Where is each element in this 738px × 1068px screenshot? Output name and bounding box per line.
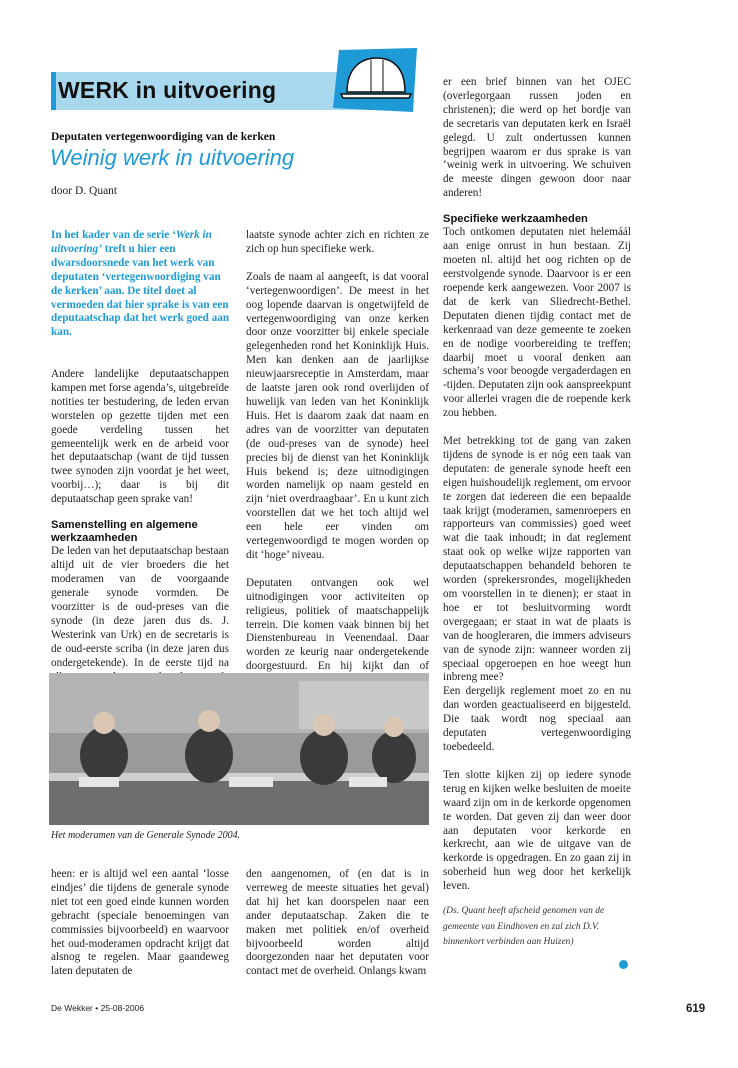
paragraph: Toch ontkomen deputaten niet helemáál aan enige onrust in hun bestaan. Zij moeten nl. altijd het oog richten op de eerstvolgende synode. Daarvoor is er een roepende kerk aangewezen. Voor 2007 is dat de kerk van Sliedrecht-Bethel. Deputaten dienen tijdig contact met de kerkenraad van deze gemeente te zoeken en de nodige voorbereiding te treffen; daarbij moet u vooral denken aan schema’s voor beoogde vergaderdagen en -tijden. Deputaten zijn ook aanspreekpunt voor allerlei vragen die de roepende kerk zou hebben. bbox=[443, 226, 631, 420]
page-number: 619 bbox=[686, 1003, 706, 1015]
paragraph: Ten slotte kijken zij op iedere synode terug en kijken welke besluiten de moeite waard zijn om in de kerkorde opgenomen te worden. Dat geven zij dan weer door aan deputaten voor kerkorde en kerkrecht, aan wie de uitgave van de kerkorde is opgedragen. En zo gaan zij in soberheid hun weg door het kerkelijk leven. bbox=[443, 768, 631, 893]
series-name: ‘Werk in uitvoering’ bbox=[51, 229, 212, 255]
paragraph: Zoals de naam al aangeeft, is dat vooral ‘vertegenwoordigen’. De meest in het oog lopende daarvan is ongetwijfeld de vertegenwoordiging van onze kerken door onze voorzitter bij enkele speciale gelegenheden rond het Koninklijk Huis. Men kan denken aan de jaarlijkse nieuwjaarsreceptie in Amsterdam, maar de laatste jaren ook rond overlijden of huwelijk van leden van het Koninklijk Huis. Het is daarom zaak dat naam en adres van de voorzitter van deputaten (de oud-preses van de synode) heel precies bij de dienst van het Koninklijk Huis bekend is; deze uitnodigingen worden namelijk op naam gesteld en zijn ‘niet overdraagbaar’. En u kunt zich voorstellen dat we het toch altijd wel een hele eer vinden om vertegenwoordigd te mogen worden op dit ‘hoge’ niveau. bbox=[246, 270, 429, 561]
paragraph: er een brief binnen van het OJEC (overlegorgaan russen joden en christenen); die werd op het bordje van de secretaris van deputaten kerk en Israël gelegd. U zult ondertussen kunnen begrijpen waarom er dus sprake is van ‘weinig werk in uitvoering. We schuiven de meeste dingen gewoon door naar anderen! bbox=[443, 76, 631, 200]
article-byline: door D. Quant bbox=[51, 185, 118, 197]
column-1-bottom bbox=[51, 868, 229, 979]
end-mark bbox=[619, 960, 628, 969]
column-1-top bbox=[51, 368, 229, 712]
paragraph: Een dergelijk reglement moet zo en nu dan worden geactualiseerd en bijgesteld. Die taak wordt nog speciaal aan deputaten vertegenwoordiging toebedeeld. bbox=[443, 685, 631, 753]
column-3 bbox=[443, 76, 631, 951]
paragraph: Andere landelijke deputaatschappen kampen met forse agenda’s, uitgebreide notities ter bestudering, de leden ervan worstelen op gezette tijden met een goede verdeling tussen het gemeentelijk werk en de arbeid voor het deputaatschap (want de tijd tussen twee synoden zijn voordat je het weet, voorbij…); daar is bij dit deputaatschap geen sprake van! bbox=[51, 368, 229, 506]
author-note: (Ds. Quant heeft afscheid genomen van de gemeente van Eindhoven en zal zich D.V. binnenkort verbinden aan Huizen) bbox=[443, 906, 605, 948]
paragraph: laatste synode achter zich en richten ze zich op hun specifieke werk. bbox=[246, 229, 429, 255]
paragraph: Deputaten ontvangen ook wel uitnodigingen voor activiteiten op religieus, politiek of maatschappelijk terrein. Die komen vaak binnen bij het Dienstenbureau in Veenendaal. Daar worden ze keurig naar ondergetekende doorgestuurd. En hij kijkt dan of bbox=[246, 576, 429, 673]
section-banner-title: WERK in uitvoering bbox=[58, 77, 277, 103]
article-intro: In het kader van de serie ‘Werk in uitvoering’ treft u hier een dwarsdoorsnede van het werk van deputaten ‘vertegenwoordiging van de kerken’ aan. De titel doet al vermoeden dat hier sprake is van een deputaatschap dat het werk goed aan kan. bbox=[51, 229, 230, 339]
paragraph: Met betrekking tot de gang van zaken tijdens de synode is er nóg een taak van deputaten: de generale synode heeft een eigen huishoudelijk reglement, om ervoor te zorgen dat iedereen die een bepaalde taak krijgt (moderamen, samenroepers en rapporteurs van commissies) goed weet wat die taak inhoudt; in dat reglement staat ook op welke wijze rapporten van deputaatschappen behandeld behoren te worden (sprekersrondes, mogelijkheden om voorstellen in te dienen); er staat in hoe er tot besluitvorming wordt overgegaan; er staat in wat de plaats is van de hoogleraren, die immers adviseurs van de synode zijn: wanneer worden zij speciaal opgeroepen en hoe weegt hun inbreng mee? bbox=[443, 435, 631, 684]
article-headline: Weinig werk in uitvoering bbox=[50, 145, 295, 170]
subheading-specifieke: Specifieke werkzaamheden bbox=[443, 213, 588, 226]
paragraph: heen: er is altijd wel een aantal ‘losse eindjes’ die tijdens de generale synode niet tot een goed einde kunnen worden gebracht (speciale benoemingen van commissies bijvoorbeeld) en waarvoor het oud-moderamen opdracht krijgt dat alsnog te regelen. Maar gaandeweg laten deputaten de bbox=[51, 868, 229, 978]
photo-illustration bbox=[49, 673, 429, 825]
article-kicker: Deputaten vertegenwoordiging van de kerken bbox=[51, 131, 276, 143]
paragraph: den aangenomen, of (en dat is in verreweg de meeste situaties het geval) dat hij het kan doorspelen naar een ander deputaatschap. Zaken die te maken met politiek en/of overheid bijvoorbeeld worden altijd doorgezonden naar het deputaten voor contact met de overheid. Onlangs kwam bbox=[246, 868, 429, 978]
hard-hat-icon bbox=[333, 48, 417, 114]
column-2-bottom bbox=[246, 868, 429, 979]
footer-publication: De Wekker • 25-08-2006 bbox=[51, 1003, 145, 1013]
photo-caption: Het moderamen van de Generale Synode 2004. bbox=[51, 830, 241, 841]
moderamen-photo bbox=[49, 673, 429, 825]
column-2-top bbox=[246, 229, 429, 702]
subheading-samenstelling: Samenstelling en algemene werkzaamheden bbox=[51, 519, 198, 545]
paragraph: De leden van het deputaatschap bestaan altijd uit de vier broeders die het moderamen van de voorgaande generale synode vormden. De voorzitter is de oud-preses van die synode (in deze jaren dus ds. J. Westerink van Urk) en de secretaris is de oud-eerste scriba (in deze jaren dus ondergetekende). In de eerste tijd na bbox=[51, 545, 229, 669]
